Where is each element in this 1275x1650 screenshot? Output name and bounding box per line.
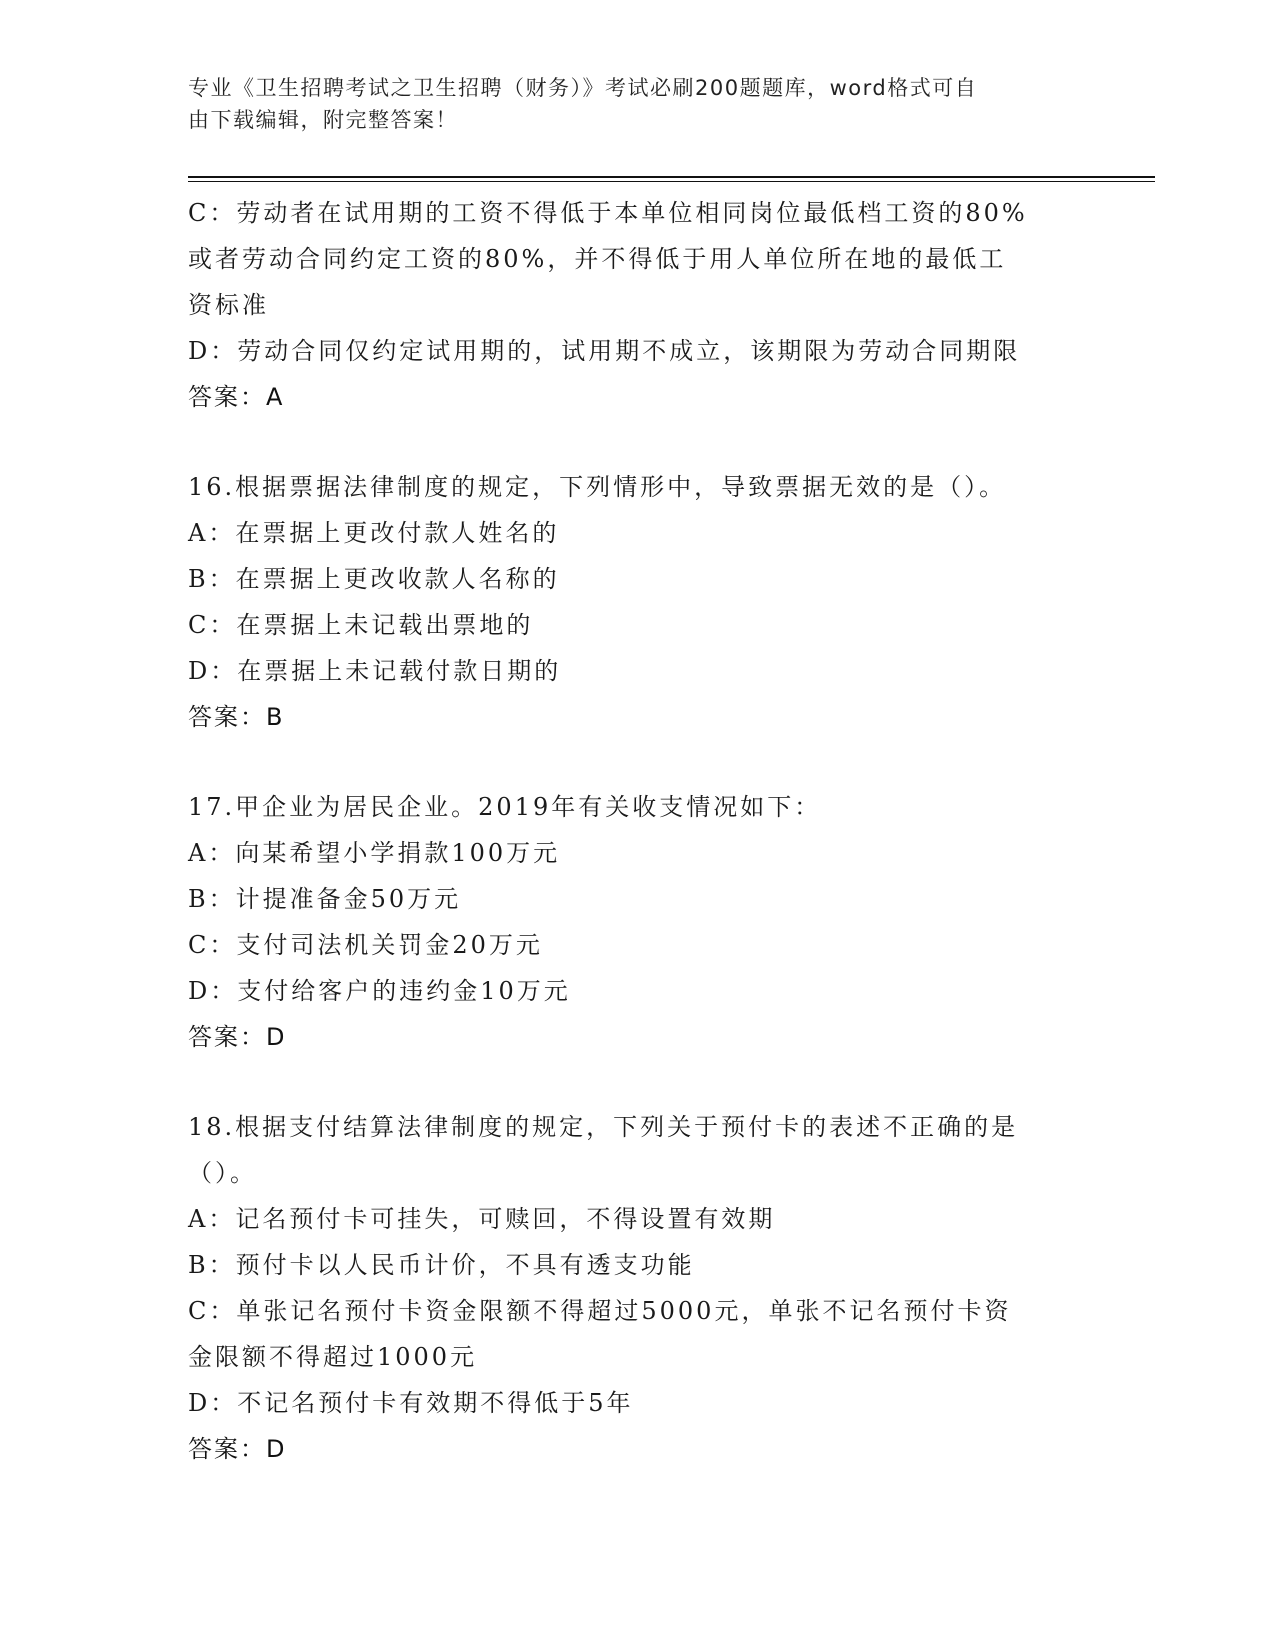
- q17-option-d: D：支付给客户的违约金10万元: [188, 977, 571, 1005]
- q18-option-d: D：不记名预付卡有效期不得低于5年: [188, 1389, 634, 1417]
- q15-answer: 答案：A: [188, 383, 285, 411]
- q16-option-c: C：在票据上未记载出票地的: [188, 611, 534, 639]
- q15-option-c-line-3: 资标准: [188, 291, 269, 319]
- q18-option-c-line-2: 金限额不得超过1000元: [188, 1343, 478, 1371]
- q15-option-c-line-1: C：劳动者在试用期的工资不得低于本单位相同岗位最低档工资的80%: [188, 199, 1028, 227]
- q18-option-c-line-1: C：单张记名预付卡资金限额不得超过5000元，单张不记名预付卡资: [188, 1297, 1012, 1325]
- question-spacer: [188, 1060, 1088, 1104]
- q17-option-b: B：计提准备金50万元: [188, 885, 462, 913]
- q17-stem: 17.甲企业为居民企业。2019年有关收支情况如下：: [188, 793, 822, 821]
- q16-stem: 16.根据票据法律制度的规定，下列情形中，导致票据无效的是（）。: [188, 473, 1007, 501]
- question-spacer: [188, 740, 1088, 784]
- question-15-continued: [188, 190, 1088, 420]
- question-spacer: [188, 420, 1088, 464]
- q16-option-b: B：在票据上更改收款人名称的: [188, 565, 560, 593]
- question-list: [188, 190, 1088, 1472]
- header-line-1: 专业《卫生招聘考试之卫生招聘（财务）》考试必刷200题题库，word格式可自: [188, 76, 978, 100]
- q16-answer: 答案：B: [188, 703, 285, 731]
- q17-option-c: C：支付司法机关罚金20万元: [188, 931, 543, 959]
- q15-option-c-line-2: 或者劳动合同约定工资的80%，并不得低于用人单位所在地的最低工: [188, 245, 1007, 273]
- q17-answer: 答案：D: [188, 1023, 287, 1051]
- q15-option-d: D：劳动合同仅约定试用期的，试用期不成立，该期限为劳动合同期限: [188, 337, 1021, 365]
- q18-answer: 答案：D: [188, 1435, 287, 1463]
- header-divider-thick: [188, 176, 1155, 178]
- document-header: [188, 72, 1088, 136]
- header-divider-thin: [188, 181, 1155, 182]
- q18-stem-line-2: （）。: [188, 1159, 257, 1187]
- q16-option-d: D：在票据上未记载付款日期的: [188, 657, 562, 685]
- question-16: [188, 464, 1088, 740]
- q18-option-b: B：预付卡以人民币计价，不具有透支功能: [188, 1251, 695, 1279]
- question-17: [188, 784, 1088, 1060]
- q17-option-a: A：向某希望小学捐款100万元: [188, 839, 561, 867]
- q18-option-a: A：记名预付卡可挂失，可赎回，不得设置有效期: [188, 1205, 776, 1233]
- question-18: [188, 1104, 1088, 1472]
- q18-stem-line-1: 18.根据支付结算法律制度的规定，下列关于预付卡的表述不正确的是: [188, 1113, 1019, 1141]
- header-line-2: 由下载编辑，附完整答案！: [188, 108, 458, 132]
- q16-option-a: A：在票据上更改付款人姓名的: [188, 519, 560, 547]
